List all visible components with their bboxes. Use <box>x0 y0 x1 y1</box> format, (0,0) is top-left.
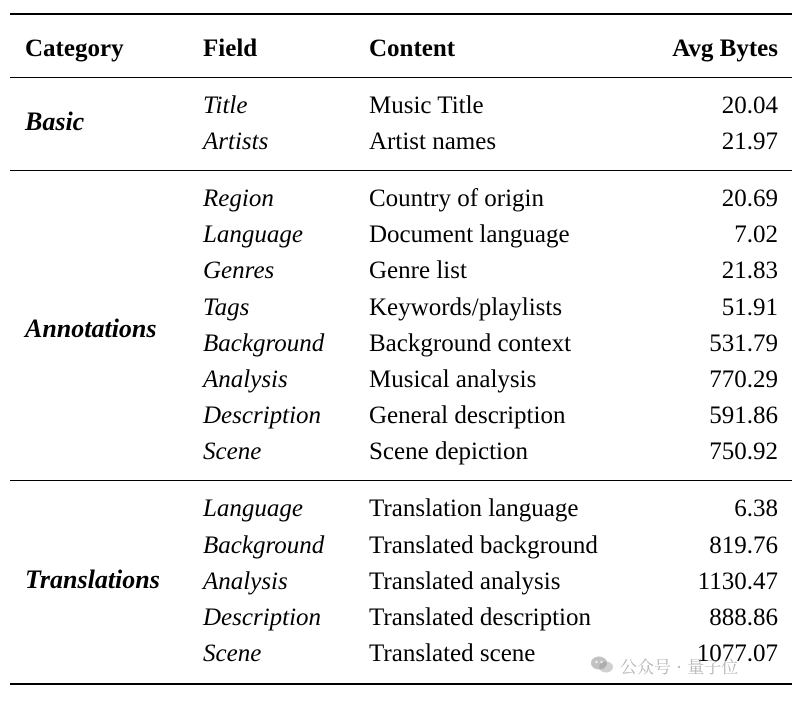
row-bytes: 20.04 <box>721 92 778 119</box>
row-bytes: 591.86 <box>709 402 778 429</box>
row-bytes: 770.29 <box>709 366 778 393</box>
row-content: Translated analysis <box>369 568 561 595</box>
row-field: Artists <box>203 128 269 155</box>
table-row <box>0 600 805 636</box>
row-bytes: 20.69 <box>721 185 778 212</box>
table-row <box>0 326 805 362</box>
row-field: Language <box>203 495 303 522</box>
table-row <box>0 564 805 600</box>
table-row <box>0 398 805 434</box>
table-row <box>0 88 805 124</box>
row-field: Language <box>203 221 303 248</box>
group-label-annotations: Annotations <box>25 314 157 343</box>
row-content: Translation language <box>369 495 579 522</box>
group-label-basic: Basic <box>25 107 85 136</box>
row-content: Country of origin <box>369 185 544 212</box>
row-bytes: 21.97 <box>721 128 778 155</box>
row-bytes: 1077.07 <box>696 640 778 667</box>
row-bytes: 21.83 <box>721 257 778 284</box>
row-content: Keywords/playlists <box>369 294 563 321</box>
header-content: Content <box>369 35 456 62</box>
row-content: Artist names <box>369 128 497 155</box>
table-row <box>0 290 805 326</box>
row-content: Background context <box>369 330 572 357</box>
row-content: Translated background <box>369 532 598 559</box>
row-bytes: 7.02 <box>734 221 778 248</box>
table-top-rule <box>10 13 792 15</box>
row-field: Scene <box>203 438 262 465</box>
row-field: Genres <box>203 257 275 284</box>
row-field: Description <box>203 402 322 429</box>
header-field: Field <box>203 35 258 62</box>
row-field: Description <box>203 604 322 631</box>
table-row <box>0 181 805 217</box>
row-field: Background <box>203 330 325 357</box>
row-field: Analysis <box>203 366 288 393</box>
row-bytes: 888.86 <box>709 604 778 631</box>
row-bytes: 531.79 <box>709 330 778 357</box>
row-bytes: 819.76 <box>709 532 778 559</box>
table-row <box>0 124 805 160</box>
group-rule <box>10 170 792 171</box>
table-row <box>0 434 805 470</box>
row-content: Musical analysis <box>369 366 537 393</box>
row-content: Translated description <box>369 604 591 631</box>
header-avg-bytes: Avg Bytes <box>672 35 778 62</box>
table-row <box>0 253 805 289</box>
wechat-icon <box>590 655 614 675</box>
row-field: Analysis <box>203 568 288 595</box>
header-category: Category <box>25 35 124 62</box>
row-field: Tags <box>203 294 250 321</box>
table-row <box>0 491 805 527</box>
table-bottom-rule <box>10 683 792 685</box>
row-field: Region <box>203 185 274 212</box>
row-content: Genre list <box>369 257 467 284</box>
group-label-translations: Translations <box>25 565 160 594</box>
row-content: Translated scene <box>369 640 536 667</box>
table-row <box>0 362 805 398</box>
row-content: Scene depiction <box>369 438 528 465</box>
row-bytes: 1130.47 <box>697 568 778 595</box>
row-field: Title <box>203 92 248 119</box>
row-field: Scene <box>203 640 262 667</box>
table-row <box>0 528 805 564</box>
row-bytes: 750.92 <box>709 438 778 465</box>
row-content: Music Title <box>369 92 484 119</box>
table-row <box>0 217 805 253</box>
row-bytes: 51.91 <box>721 294 778 321</box>
watermark <box>590 650 738 680</box>
watermark-text: 公众号 · 量子位 <box>620 657 739 678</box>
row-bytes: 6.38 <box>734 495 778 522</box>
header-rule <box>10 77 792 78</box>
row-content: General description <box>369 402 566 429</box>
group-rule <box>10 480 792 481</box>
row-content: Document language <box>369 221 570 248</box>
row-field: Background <box>203 532 325 559</box>
